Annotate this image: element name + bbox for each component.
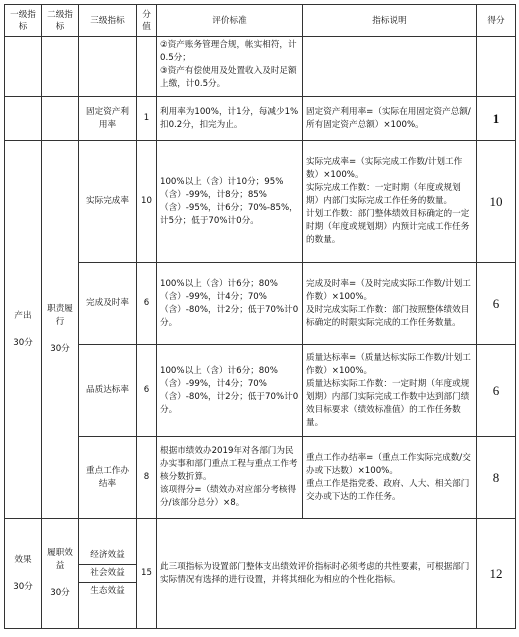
- header-l1: 一级指标: [5, 5, 42, 37]
- score-cell: 1: [477, 97, 516, 141]
- criteria-cell: 此三项指标为设置部门整体支出绩效评价指标时必须考虑的共性要素，可根据部门实际情况有选择的进行设置，并将其细化为相应的个性化指标。: [157, 519, 477, 629]
- l2-cell: [42, 141, 79, 519]
- l2-score: 30分: [50, 344, 70, 354]
- sub-item-ecological: 生态效益: [90, 586, 125, 596]
- value-cell: 6: [137, 345, 157, 437]
- l3-cell: 实际完成率: [79, 141, 137, 263]
- header-explain: 指标说明: [303, 5, 477, 37]
- score-cell: 12: [477, 519, 516, 629]
- l3-cell: 品质达标率: [79, 345, 137, 437]
- explain-cell: 重点工作办结率=（重点工作实际完成数/交办或下达数）×100%。 重点工作是指党委、政府、人大、相关部门交办或下达的工作任务。: [303, 437, 477, 519]
- header-l2: 二级指标: [42, 5, 79, 37]
- l3-cell: 重点工作办结率: [79, 437, 137, 519]
- table-row: [5, 141, 516, 263]
- l1-label: 效果: [14, 554, 32, 565]
- criteria-cell: 根据市绩效办2019年对各部门为民办实事和部门重点工程与重点工作考核分数折算。 该项得分=（绩效办对应部分考核得分/该部分总分）×8。: [157, 437, 303, 519]
- sub-item-economic: 经济效益: [79, 547, 136, 565]
- explain-cell: 固定资产利用率=（实际在用固定资产总额/所有固定资产总额）×100%。: [303, 97, 477, 141]
- value-cell: 10: [137, 141, 157, 263]
- table-row: [5, 97, 516, 141]
- header-criteria: 评价标准: [157, 5, 303, 37]
- l1-cell: [5, 141, 42, 519]
- l2-label: 履职效益: [47, 548, 73, 571]
- table-row: [5, 263, 516, 345]
- sub-item-social: 社会效益: [79, 565, 136, 583]
- explain-cell: 完成及时率=（及时完成实际工作数/计划工作数）×100%。 及时完成实际工作数：部门按照整体绩效目标确定的时限实际完成的工作任务数量。: [303, 263, 477, 345]
- criteria-cell: 100%以上（含）计10分；95%（含）-99%，计8分；85%（含）-95%，计6分；70%-85%，计5分；低于70%计0分。: [157, 141, 303, 263]
- criteria-cell: 100%以上（含）计6分；80%（含）-99%，计4分；70%（含）-80%，计2分；低于70%计0分。: [157, 345, 303, 437]
- header-l3: 三级指标: [79, 5, 137, 37]
- value-cell: 8: [137, 437, 157, 519]
- l1-label: 产出: [14, 310, 32, 321]
- explain-cell: 实际完成率=（实际完成工作数/计划工作数）×100%。 实际完成工作数：一定时期（年度或规划期）内部门实际完成工作任务的数量。 计划工作数：部门整体绩效目标确定的一定时期（年度或规划期）内预计完成工作任务的数量。: [303, 141, 477, 263]
- criteria-cell: ②资产账务管理合规，帐实相符，计0.5分； ③资产有偿使用及处置收入及时足额上缴，计0.5分。: [157, 37, 303, 97]
- l1-score: 30分: [13, 581, 33, 592]
- l2-score: 30分: [50, 588, 70, 598]
- evaluation-table: [4, 4, 516, 629]
- l3-cell: 固定资产利用率: [79, 97, 137, 141]
- score-cell: 6: [477, 345, 516, 437]
- l3-cell: 完成及时率: [79, 263, 137, 345]
- value-cell: 6: [137, 263, 157, 345]
- header-row: [5, 5, 516, 37]
- table-row: [5, 519, 516, 629]
- score-cell: 10: [477, 141, 516, 263]
- l2-cell: [42, 519, 79, 629]
- value-cell: 1: [137, 97, 157, 141]
- header-score: 得分: [477, 5, 516, 37]
- table-row: [5, 37, 516, 97]
- header-value: 分值: [137, 5, 157, 37]
- l1-score: 30分: [13, 337, 33, 348]
- l1-cell: [5, 519, 42, 629]
- l2-label: 职责履行: [47, 304, 73, 327]
- value-cell: 15: [137, 519, 157, 629]
- explain-cell: 质量达标率=（质量达标实际工作数/计划工作数）×100%。 质量达标实际工作数：一定时期（年度或规划期）内部门实际完成工作数中达到部门绩效目标要求（绩效标准值）的工作任务数量。: [303, 345, 477, 437]
- score-cell: 6: [477, 263, 516, 345]
- table-row: [5, 437, 516, 519]
- criteria-cell: 利用率为100%，计1分，每减少1%扣0.2分，扣完为止。: [157, 97, 303, 141]
- criteria-cell: 100%以上（含）计6分；80%（含）-99%，计4分；70%（含）-80%，计2分；低于70%计0分。: [157, 263, 303, 345]
- l3-sub-cell: [79, 519, 137, 629]
- score-cell: 8: [477, 437, 516, 519]
- table-row: [5, 345, 516, 437]
